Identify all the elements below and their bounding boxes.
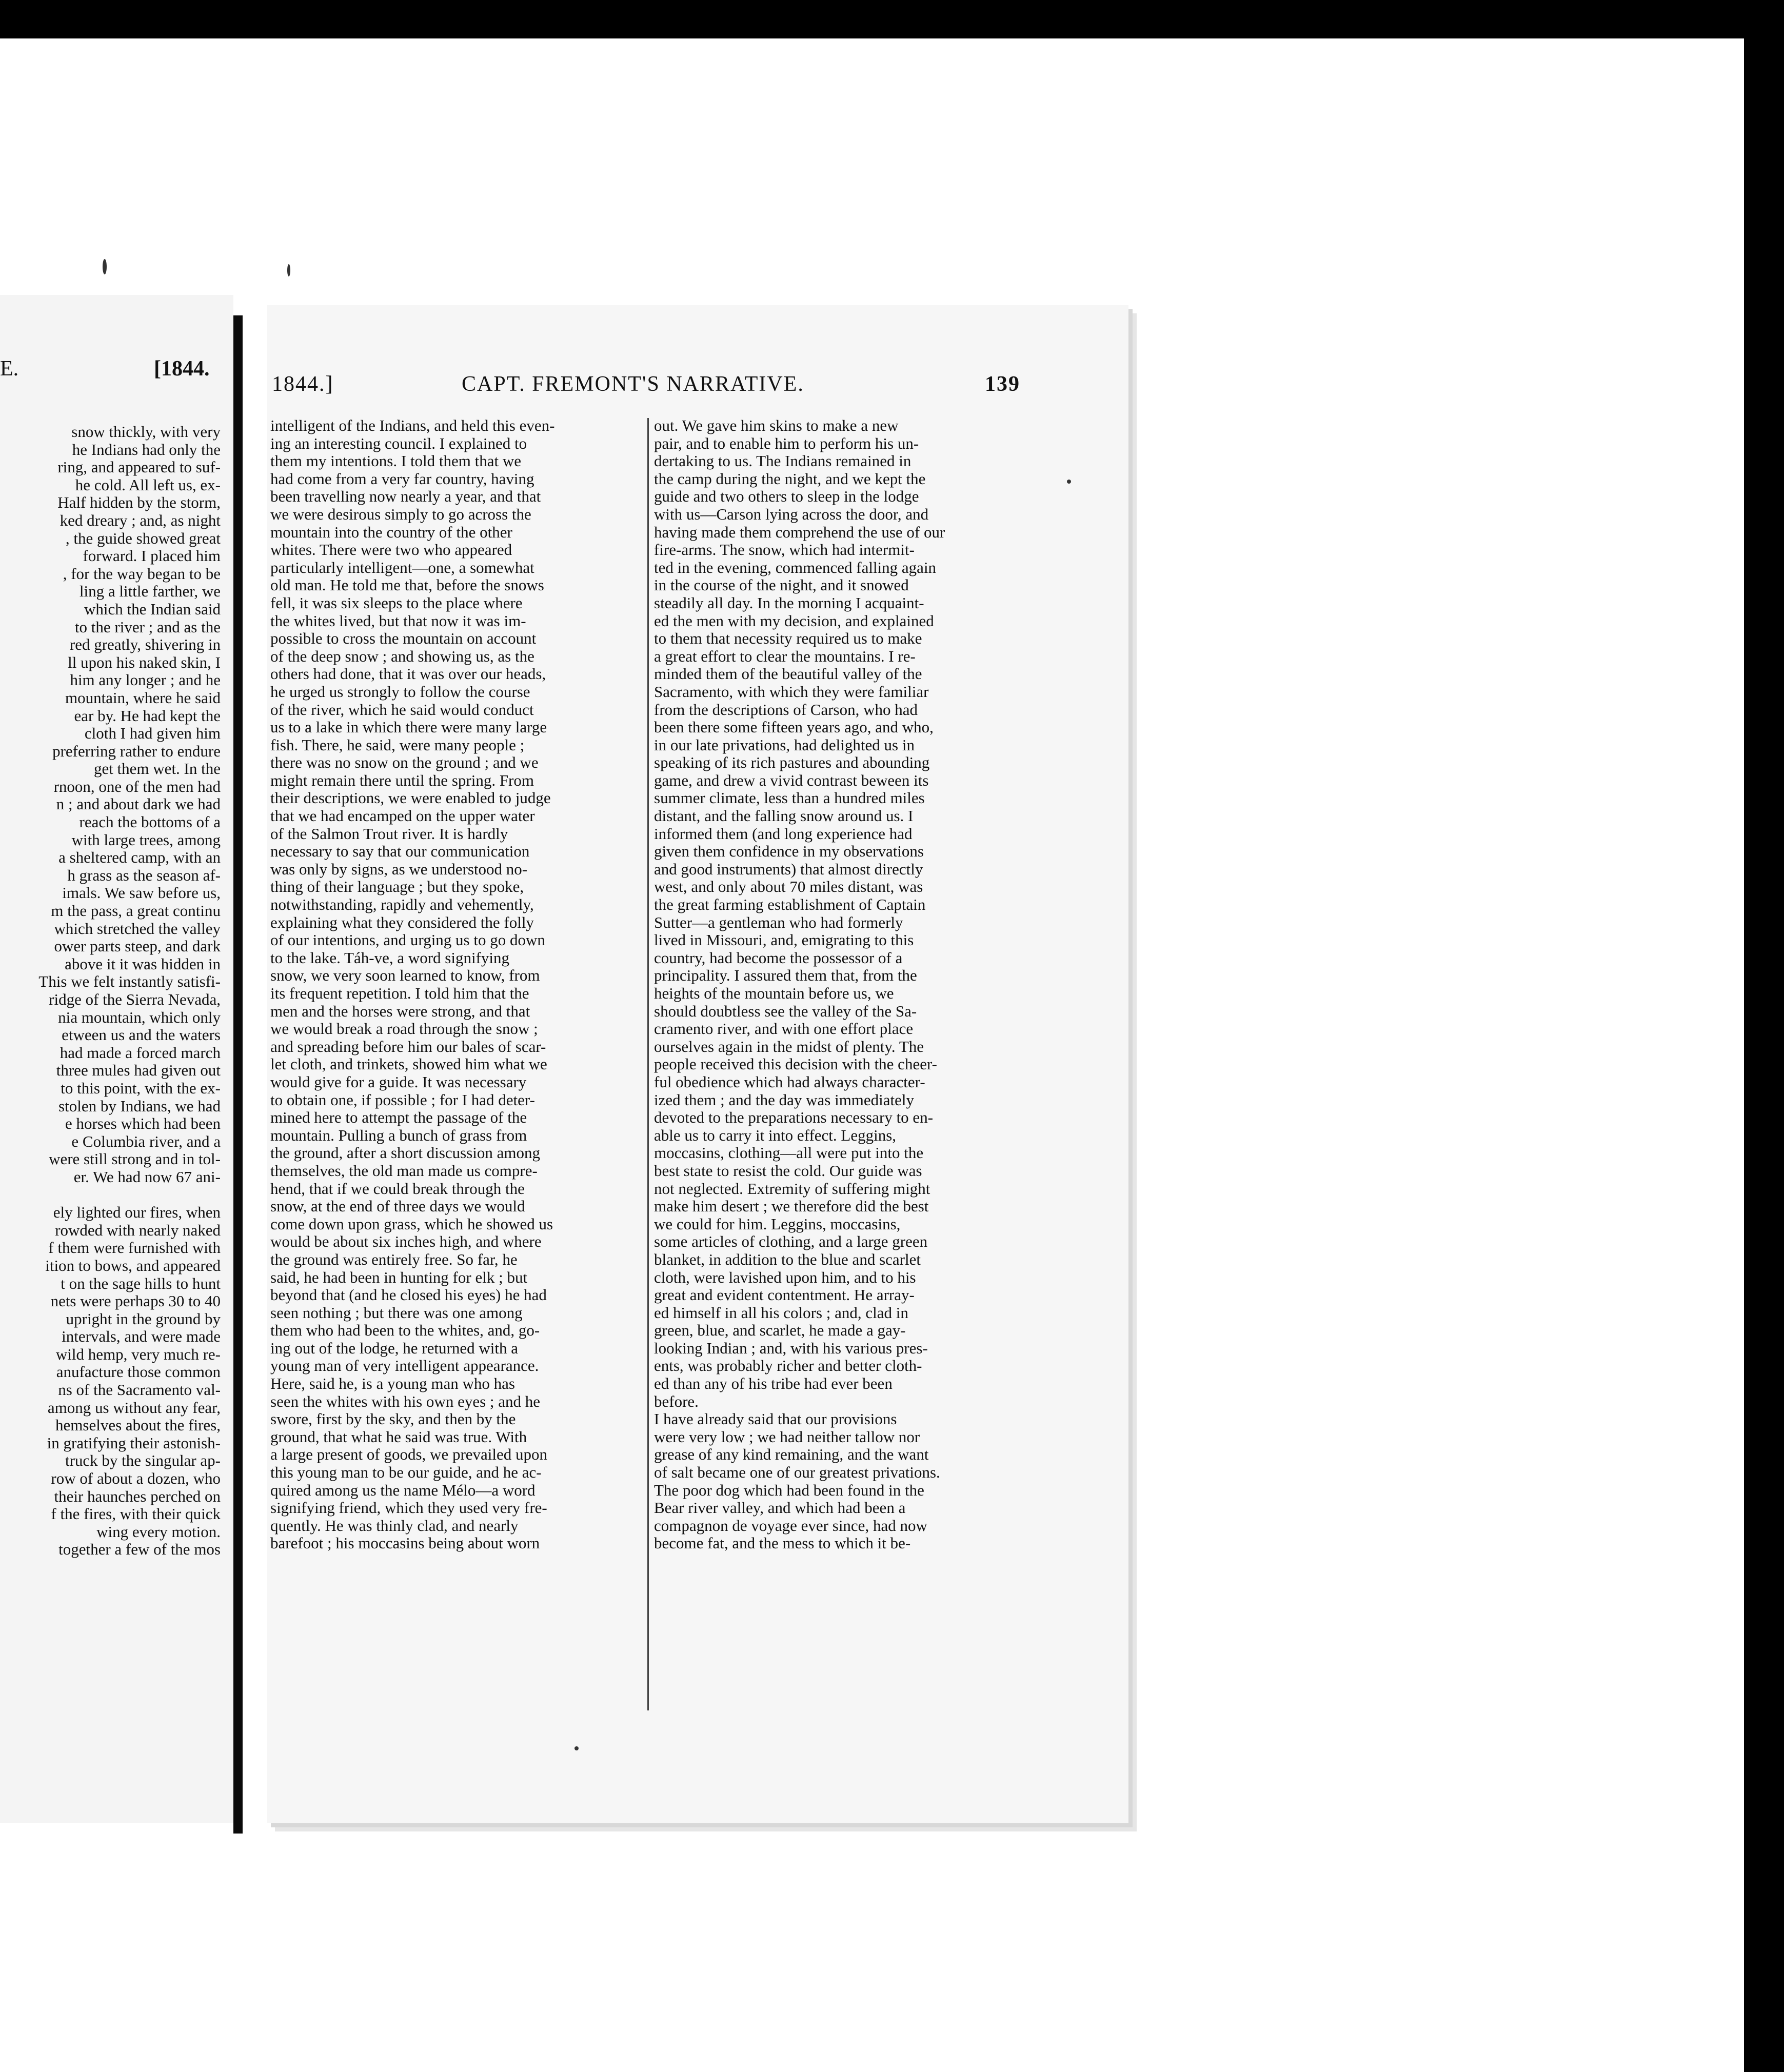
- text-line: blanket, in addition to the blue and scarlet: [654, 1250, 921, 1268]
- text-line: people received this decision with the cheer-: [654, 1055, 937, 1073]
- text-line: whites. There were two who appeared: [270, 541, 512, 559]
- page-number: 139: [985, 372, 1020, 396]
- text-line: upright in the ground by: [66, 1309, 221, 1328]
- text-line: snow thickly, with very: [71, 423, 221, 441]
- text-line: ely lighted our fires, when: [53, 1203, 221, 1222]
- text-line: been travelling now nearly a year, and that: [270, 487, 541, 506]
- text-line: mountain. Pulling a bunch of grass from: [270, 1126, 527, 1144]
- text-line: Sacramento, with which they were familiar: [654, 682, 929, 701]
- text-line: cloth, were lavished upon him, and to his: [654, 1268, 916, 1286]
- left-running-head-year: [1844.: [154, 357, 210, 381]
- text-line: ed the men with my decision, and explained: [654, 611, 934, 630]
- text-line: the whites lived, but that now it was im-: [270, 611, 526, 630]
- text-line: reach the bottoms of a: [79, 813, 221, 831]
- text-line: informed them (and long experience had: [654, 824, 913, 843]
- text-line: ear by. He had kept the: [74, 706, 221, 725]
- text-line: devoted to the preparations necessary to en-: [654, 1108, 934, 1127]
- text-line: above it it was hidden in: [65, 954, 221, 973]
- text-line: old man. He told me that, before the snows: [270, 576, 544, 594]
- text-line: distant, and the falling snow around us. I: [654, 807, 914, 825]
- text-line: m the pass, a great continu: [51, 902, 221, 920]
- text-line: would be about six inches high, and where: [270, 1232, 542, 1251]
- text-line: ful obedience which had always character-: [654, 1072, 925, 1091]
- text-line: with us—Carson lying across the door, and: [654, 505, 929, 523]
- text-line: themselves, the old man made us compre-: [270, 1161, 538, 1180]
- text-line: ower parts steep, and dark: [54, 937, 221, 955]
- text-line: compagnon de voyage ever since, had now: [654, 1516, 927, 1535]
- text-line: ents, was probably richer and better cloth-: [654, 1357, 922, 1375]
- text-line: some articles of clothing, and a large green: [654, 1232, 928, 1251]
- text-line: grease of any kind remaining, and the want: [654, 1445, 929, 1464]
- text-line: mountain into the country of the other: [270, 523, 512, 541]
- text-line: fish. There, he said, were many people ;: [270, 735, 525, 754]
- scan-speck: [574, 1746, 579, 1750]
- text-line: Bear river valley, and which had been a: [654, 1499, 906, 1517]
- scan-speck: [1067, 480, 1071, 484]
- text-line: to obtain one, if possible ; for I had deter-: [270, 1090, 535, 1109]
- column-rule: [647, 418, 649, 1710]
- text-line: wild hemp, very much re-: [55, 1345, 221, 1363]
- text-line: barefoot ; his moccasins being about worn: [270, 1534, 540, 1552]
- text-line: were still strong and in tol-: [49, 1150, 221, 1168]
- text-line: e horses which had been: [65, 1114, 221, 1133]
- text-line: etween us and the waters: [62, 1026, 221, 1044]
- text-line: of the river, which he said would conduct: [270, 700, 534, 719]
- text-line: stolen by Indians, we had: [58, 1097, 221, 1115]
- left-running-head: E.: [0, 357, 19, 381]
- text-line: this young man to be our guide, and he ac-: [270, 1463, 542, 1482]
- text-line: summer climate, less than a hundred miles: [654, 789, 925, 807]
- text-line: f them were furnished with: [48, 1239, 221, 1257]
- text-line: The poor dog which had been found in the: [654, 1481, 924, 1499]
- text-line: truck by the singular ap-: [65, 1451, 221, 1470]
- text-line: their descriptions, we were enabled to judge: [270, 789, 551, 807]
- text-line: make him desert ; we therefore did the best: [654, 1197, 929, 1216]
- text-line: Half hidden by the storm,: [57, 493, 221, 512]
- text-line: said, he had been in hunting for elk ; but: [270, 1268, 528, 1286]
- text-line: of the deep snow ; and showing us, as the: [270, 647, 534, 665]
- text-line: before.: [654, 1392, 699, 1410]
- text-line: row of about a dozen, who: [51, 1469, 221, 1488]
- text-line: explaining what they considered the folly: [270, 913, 534, 931]
- text-line: not neglected. Extremity of suffering might: [654, 1179, 930, 1198]
- text-line: pair, and to enable him to perform his un-: [654, 434, 919, 452]
- text-line: from the descriptions of Carson, who had: [654, 700, 918, 719]
- text-line: thing of their language ; but they spoke,: [270, 878, 524, 896]
- text-line: swore, first by the sky, and then by the: [270, 1410, 516, 1428]
- text-line: the ground was entirely free. So far, he: [270, 1250, 518, 1268]
- text-line: of our intentions, and urging us to go down: [270, 931, 545, 949]
- scan-sheet: [0, 38, 1744, 2072]
- text-line: had come from a very far country, having: [270, 469, 534, 488]
- text-line: f the fires, with their quick: [51, 1505, 221, 1523]
- text-line: rowded with nearly naked: [55, 1221, 221, 1239]
- text-line: in gratifying their astonish-: [47, 1433, 221, 1452]
- text-line: a sheltered camp, with an: [58, 848, 221, 867]
- text-line: of the Salmon Trout river. It is hardly: [270, 824, 508, 843]
- text-line: west, and only about 70 miles distant, was: [654, 878, 923, 896]
- text-line: beyond that (and he closed his eyes) he had: [270, 1286, 547, 1304]
- text-line: with large trees, among: [71, 830, 221, 849]
- text-line: country, had become the possessor of a: [654, 948, 903, 967]
- text-line: I have already said that our provisions: [654, 1410, 897, 1428]
- text-line: ling a little farther, we: [79, 582, 221, 601]
- text-line: ed himself in all his colors ; and, clad in: [654, 1303, 908, 1322]
- text-line: dertaking to us. The Indians remained in: [654, 452, 911, 470]
- text-line: been there some fifteen years ago, and who,: [654, 718, 934, 736]
- text-line: particularly intelligent—one, a somewhat: [270, 558, 534, 576]
- book-gutter: [233, 315, 243, 1834]
- text-line: their haunches perched on: [54, 1487, 221, 1505]
- running-head-year: 1844.]: [272, 372, 334, 396]
- text-line: forward. I placed him: [83, 547, 221, 565]
- text-line: ridge of the Sierra Nevada,: [49, 990, 221, 1008]
- text-line: and good instruments) that almost directly: [654, 860, 923, 878]
- text-line: possible to cross the mountain on account: [270, 629, 537, 648]
- text-line: we could for him. Leggins, moccasins,: [654, 1214, 901, 1233]
- text-line: to the river ; and as the: [74, 617, 221, 636]
- text-line: great and evident contentment. He array-: [654, 1286, 915, 1304]
- text-line: might remain there until the spring. From: [270, 771, 534, 789]
- text-line: we would break a road through the snow ;: [270, 1020, 538, 1038]
- text-line: get them wet. In the: [93, 760, 221, 778]
- scan-speck: [103, 259, 107, 274]
- text-line: , for the way began to be: [63, 564, 221, 583]
- text-line: ground, that what he said was true. With: [270, 1427, 527, 1446]
- text-line: in our late privations, had delighted us in: [654, 735, 915, 754]
- text-line: snow, we very soon learned to know, from: [270, 966, 540, 985]
- text-line: hemselves about the fires,: [55, 1416, 221, 1435]
- text-line: green, blue, and scarlet, he made a gay-: [654, 1321, 906, 1340]
- text-line: er. We had now 67 ani-: [73, 1167, 221, 1186]
- text-line: imals. We saw before us,: [62, 884, 221, 902]
- text-line: three mules had given out: [56, 1061, 221, 1080]
- text-line: of salt became one of our greatest privations.: [654, 1463, 940, 1482]
- text-line: the great farming establishment of Captain: [654, 895, 926, 914]
- text-line: ns of the Sacramento val-: [58, 1381, 221, 1399]
- text-line: a large present of goods, we prevailed upon: [270, 1445, 548, 1464]
- text-line: lived in Missouri, and, emigrating to this: [654, 931, 914, 949]
- text-line: its frequent repetition. I told him that the: [270, 984, 529, 1002]
- text-line: come down upon grass, which he showed us: [270, 1214, 553, 1233]
- text-line: fell, it was six sleeps to the place where: [270, 593, 523, 612]
- text-line: we were desirous simply to go across the: [270, 505, 531, 523]
- text-line: cloth I had given him: [84, 724, 221, 743]
- text-line: minded them of the beautiful valley of the: [654, 665, 922, 683]
- text-line: ition to bows, and appeared: [45, 1256, 221, 1274]
- text-line: [0, 1186, 221, 1204]
- text-line: wing every motion.: [96, 1522, 221, 1541]
- text-line: mined here to attempt the passage of the: [270, 1108, 527, 1127]
- text-line: steadily all day. In the morning I acquaint-: [654, 593, 924, 612]
- text-line: ll upon his naked skin, I: [68, 653, 221, 671]
- text-line: had made a forced march: [60, 1043, 221, 1062]
- text-line: he cold. All left us, ex-: [75, 475, 221, 494]
- text-line: guide and two others to sleep in the lodge: [654, 487, 919, 506]
- text-line: ourselves again in the midst of plenty. The: [654, 1037, 924, 1055]
- text-line: Sutter—a gentleman who had formerly: [654, 913, 903, 931]
- text-line: fire-arms. The snow, which had intermit-: [654, 541, 915, 559]
- text-line: ized them ; and the day was immediately: [654, 1090, 915, 1109]
- text-line: t on the sage hills to hunt: [61, 1274, 221, 1292]
- text-line: ing an interesting council. I explained to: [270, 434, 527, 452]
- text-line: heights of the mountain before us, we: [654, 984, 894, 1002]
- text-line: able us to carry it into effect. Leggins,: [654, 1126, 897, 1144]
- text-line: ring, and appeared to suf-: [57, 458, 221, 476]
- text-line: become fat, and the mess to which it be-: [654, 1534, 911, 1552]
- text-line: in the course of the night, and it snowed: [654, 576, 909, 594]
- text-line: them who had been to the whites, and, go-: [270, 1321, 540, 1340]
- text-line: nets were perhaps 30 to 40: [50, 1292, 221, 1310]
- text-line: having made them comprehend the use of our: [654, 523, 945, 541]
- text-line: others had done, that it was over our heads,: [270, 665, 546, 683]
- text-line: to them that necessity required us to make: [654, 629, 922, 648]
- text-line: rnoon, one of the men had: [53, 777, 221, 795]
- text-line: men and the horses were strong, and that: [270, 1002, 530, 1020]
- text-line: game, and drew a vivid contrast beween its: [654, 771, 929, 789]
- text-line: n ; and about dark we had: [56, 795, 221, 813]
- text-line: which stretched the valley: [54, 919, 221, 938]
- text-line: snow, at the end of three days we would: [270, 1197, 525, 1216]
- text-line: given them confidence in my observations: [654, 842, 924, 861]
- text-line: and spreading before him our bales of scar-: [270, 1037, 546, 1055]
- text-line: red greatly, shivering in: [69, 635, 221, 654]
- text-line: them my intentions. I told them that we: [270, 452, 522, 470]
- text-line: together a few of the mos: [58, 1540, 221, 1559]
- running-head-title: CAPT. FREMONT'S NARRATIVE.: [462, 372, 804, 396]
- text-line: best state to resist the cold. Our guide was: [654, 1161, 922, 1180]
- text-line: he urged us strongly to follow the course: [270, 682, 530, 701]
- text-line: there was no snow on the ground ; and we: [270, 753, 539, 772]
- text-column-left: [270, 417, 655, 1552]
- text-line: would give for a guide. It was necessary: [270, 1072, 527, 1091]
- text-line: should doubtless see the valley of the Sa-: [654, 1002, 917, 1020]
- text-line: e Columbia river, and a: [71, 1132, 221, 1150]
- text-line: h grass as the season af-: [67, 866, 221, 884]
- text-line: cramento river, and with one effort place: [654, 1020, 914, 1038]
- text-line: intelligent of the Indians, and held this even-: [270, 417, 555, 434]
- text-line: hend, that if we could break through the: [270, 1179, 525, 1198]
- scan-speck: [287, 264, 290, 276]
- text-line: speaking of its rich pastures and abounding: [654, 753, 930, 772]
- text-line: ted in the evening, commenced falling again: [654, 558, 937, 576]
- text-line: quently. He was thinly clad, and nearly: [270, 1516, 519, 1535]
- text-line: signifying friend, which they used very fre-: [270, 1499, 547, 1517]
- text-line: anufacture those common: [56, 1363, 221, 1381]
- text-line: mountain, where he said: [65, 688, 221, 707]
- text-line: young man of very intelligent appearance.: [270, 1357, 539, 1375]
- text-line: were very low ; we had neither tallow nor: [654, 1427, 920, 1446]
- text-line: intervals, and were made: [62, 1327, 221, 1346]
- text-line: This we felt instantly satisfi-: [38, 972, 221, 991]
- text-line: , the guide showed great: [65, 529, 221, 547]
- text-line: seen nothing ; but there was one among: [270, 1303, 523, 1322]
- text-line: to the lake. Táh-ve, a word signifying: [270, 948, 510, 967]
- text-line: out. We gave him skins to make a new: [654, 417, 899, 434]
- text-line: to this point, with the ex-: [61, 1079, 221, 1097]
- text-line: Here, said he, is a young man who has: [270, 1374, 515, 1393]
- text-line: looking Indian ; and, with his various pres-: [654, 1339, 928, 1357]
- text-line: the camp during the night, and we kept the: [654, 469, 926, 488]
- text-line: necessary to say that our communication: [270, 842, 530, 861]
- text-line: preferring rather to endure: [52, 742, 221, 760]
- text-line: ing out of the lodge, he returned with a: [270, 1339, 518, 1357]
- text-line: that we had encamped on the upper water: [270, 807, 535, 825]
- text-line: he Indians had only the: [72, 440, 221, 459]
- text-line: quired among us the name Mélo—a word: [270, 1481, 536, 1499]
- text-line: let cloth, and trinkets, showed him what we: [270, 1055, 547, 1073]
- text-line: ked dreary ; and, as night: [60, 511, 221, 529]
- text-line: moccasins, clothing—all were put into the: [654, 1144, 924, 1162]
- text-line: ed than any of his tribe had ever been: [654, 1374, 893, 1393]
- text-line: the ground, after a short discussion among: [270, 1144, 541, 1162]
- text-line: seen the whites with his own eyes ; and he: [270, 1392, 541, 1410]
- text-line: principality. I assured them that, from the: [654, 966, 917, 985]
- text-line: him any longer ; and he: [70, 671, 221, 689]
- text-line: a great effort to clear the mountains. I re-: [654, 647, 916, 665]
- text-line: us to a lake in which there were many large: [270, 718, 547, 736]
- text-line: nia mountain, which only: [58, 1008, 221, 1026]
- left-page-text: [0, 423, 231, 1559]
- text-line: was only by signs, as we understood no-: [270, 860, 528, 878]
- text-column-right: [654, 417, 1028, 1552]
- text-line: among us without any fear,: [47, 1398, 221, 1417]
- text-line: notwithstanding, rapidly and vehemently,: [270, 895, 534, 914]
- text-line: which the Indian said: [84, 600, 221, 618]
